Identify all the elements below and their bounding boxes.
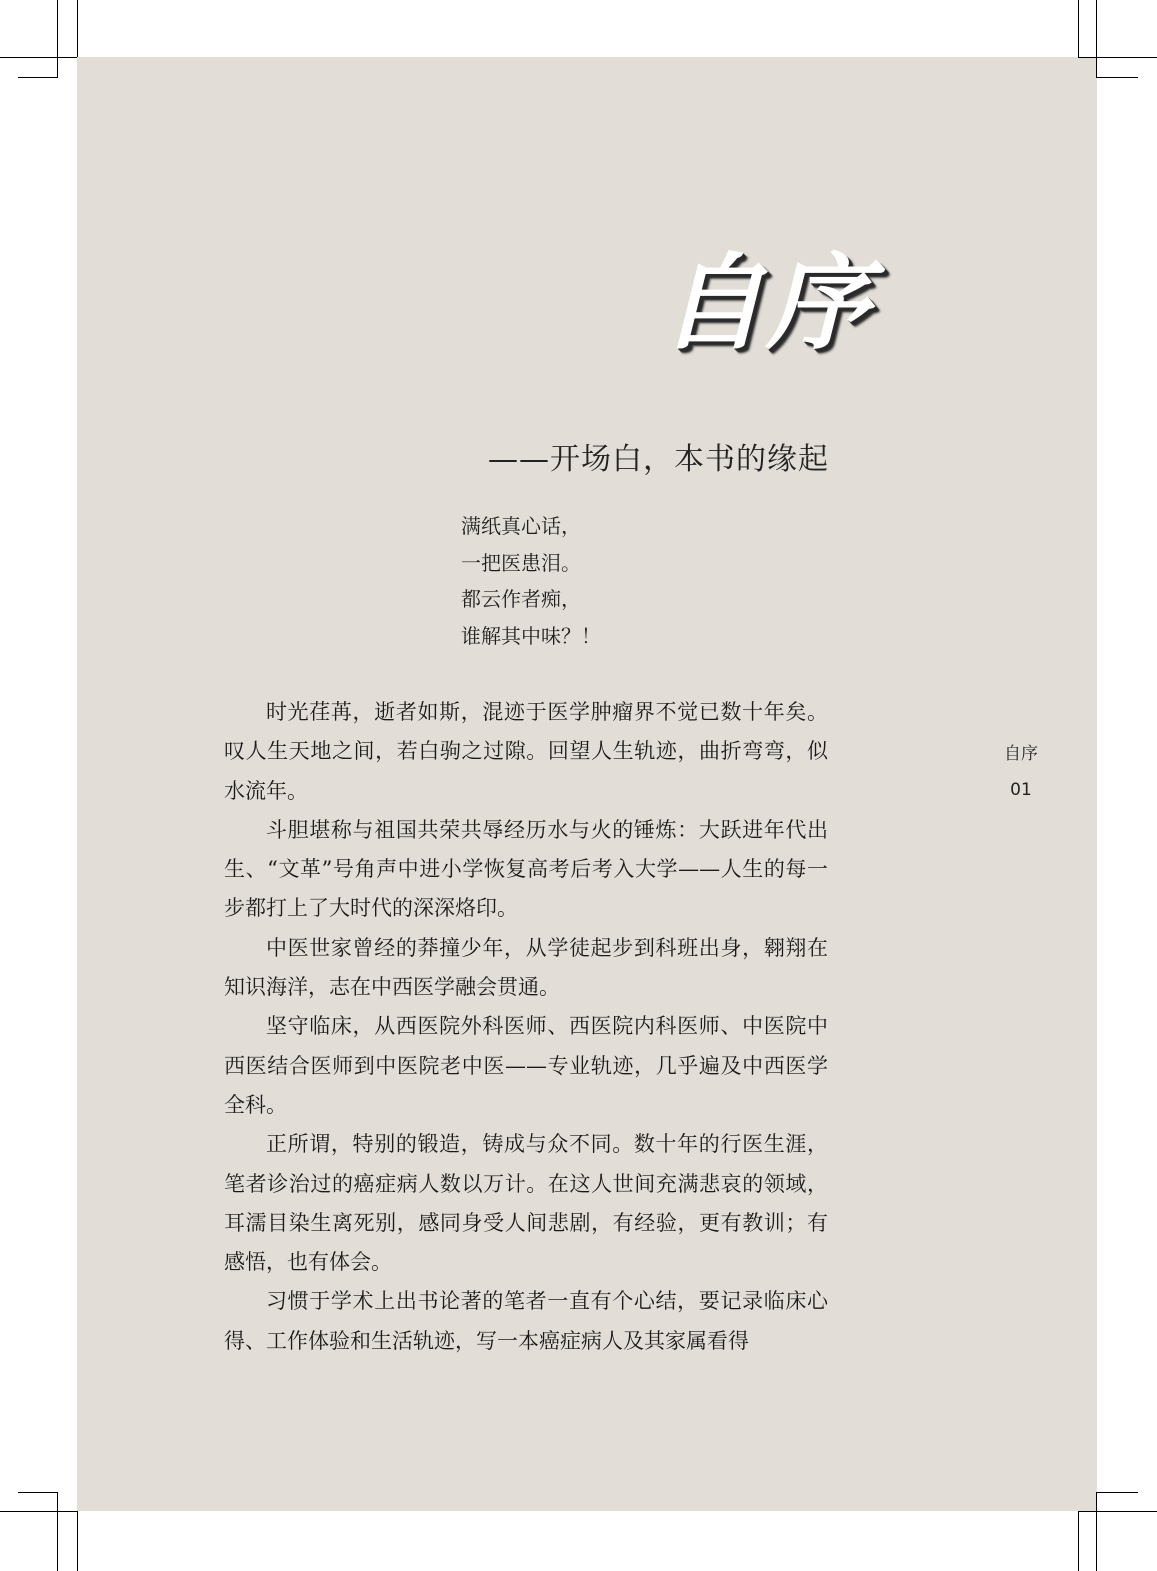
crop-mark-bottom-right-v2 <box>1078 1511 1079 1571</box>
chapter-subtitle: ——开场白，本书的缘起 <box>488 442 829 477</box>
crop-mark-bottom-left-h1 <box>0 1511 77 1512</box>
crop-mark-top-left-h1 <box>0 57 77 58</box>
poem-line: 都云作者痴， <box>461 587 581 611</box>
crop-mark-top-left-h2 <box>18 77 58 78</box>
paragraph: 正所谓，特别的锻造，铸成与众不同。数十年的行医生涯，笔者诊治过的癌症病人数以万计。在这人世间充满悲哀的领域，耳濡目染生离死别，感同身受人间悲剧，有经验，更有教训；有感悟，也有体会。 <box>224 1132 828 1275</box>
crop-mark-bottom-left-v2 <box>77 1511 78 1571</box>
crop-mark-top-right-v2 <box>1078 0 1079 57</box>
epigraph-poem <box>461 508 601 654</box>
crop-mark-top-right-h1 <box>1078 57 1157 58</box>
running-head-section: 自序 <box>1004 744 1038 764</box>
crop-mark-bottom-left-h2 <box>18 1492 58 1493</box>
crop-mark-top-left-v1 <box>57 0 58 77</box>
poem-line: 一把医患泪。 <box>461 550 581 575</box>
crop-mark-bottom-right-h2 <box>1096 1492 1138 1493</box>
crop-mark-top-right-h2 <box>1096 77 1138 78</box>
paragraph: 中医世家曾经的莽撞少年，从学徒起步到科班出身，翱翔在知识海洋，志在中西医学融会贯通。 <box>224 935 828 1000</box>
poem-line: 谁解其中味？！ <box>461 623 601 648</box>
crop-mark-bottom-right-h1 <box>1078 1511 1157 1512</box>
running-head <box>990 736 1052 808</box>
crop-mark-top-right-v1 <box>1096 0 1097 77</box>
paragraph: 时光荏苒，逝者如斯，混迹于医学肿瘤界不觉已数十年矣。叹人生天地之间，若白驹之过隙。回望人生轨迹，曲折弯弯，似水流年。 <box>224 700 828 803</box>
paragraph: 斗胆堪称与祖国共荣共辱经历水与火的锤炼：大跃进年代出生、“文革”号角声中进小学恢复高考后考入大学——人生的每一步都打上了大时代的深深烙印。 <box>224 817 828 921</box>
crop-mark-top-left-v2 <box>77 0 78 57</box>
crop-mark-bottom-right-v1 <box>1096 1492 1097 1571</box>
poem-line: 满纸真心话， <box>461 514 581 538</box>
body-text <box>224 693 828 1361</box>
paragraph: 习惯于学术上出书论著的笔者一直有个心结，要记录临床心得、工作体验和生活轨迹，写一本癌症病人及其家属看得 <box>224 1289 828 1353</box>
crop-mark-bottom-left-v1 <box>57 1492 58 1571</box>
page-number: 01 <box>1010 780 1032 800</box>
paragraph: 坚守临床，从西医院外科医师、西医院内科医师、中医院中西医结合医师到中医院老中医——专业轨迹，几乎遍及中西医学全科。 <box>224 1014 828 1117</box>
chapter-title: 自序 <box>660 241 873 364</box>
